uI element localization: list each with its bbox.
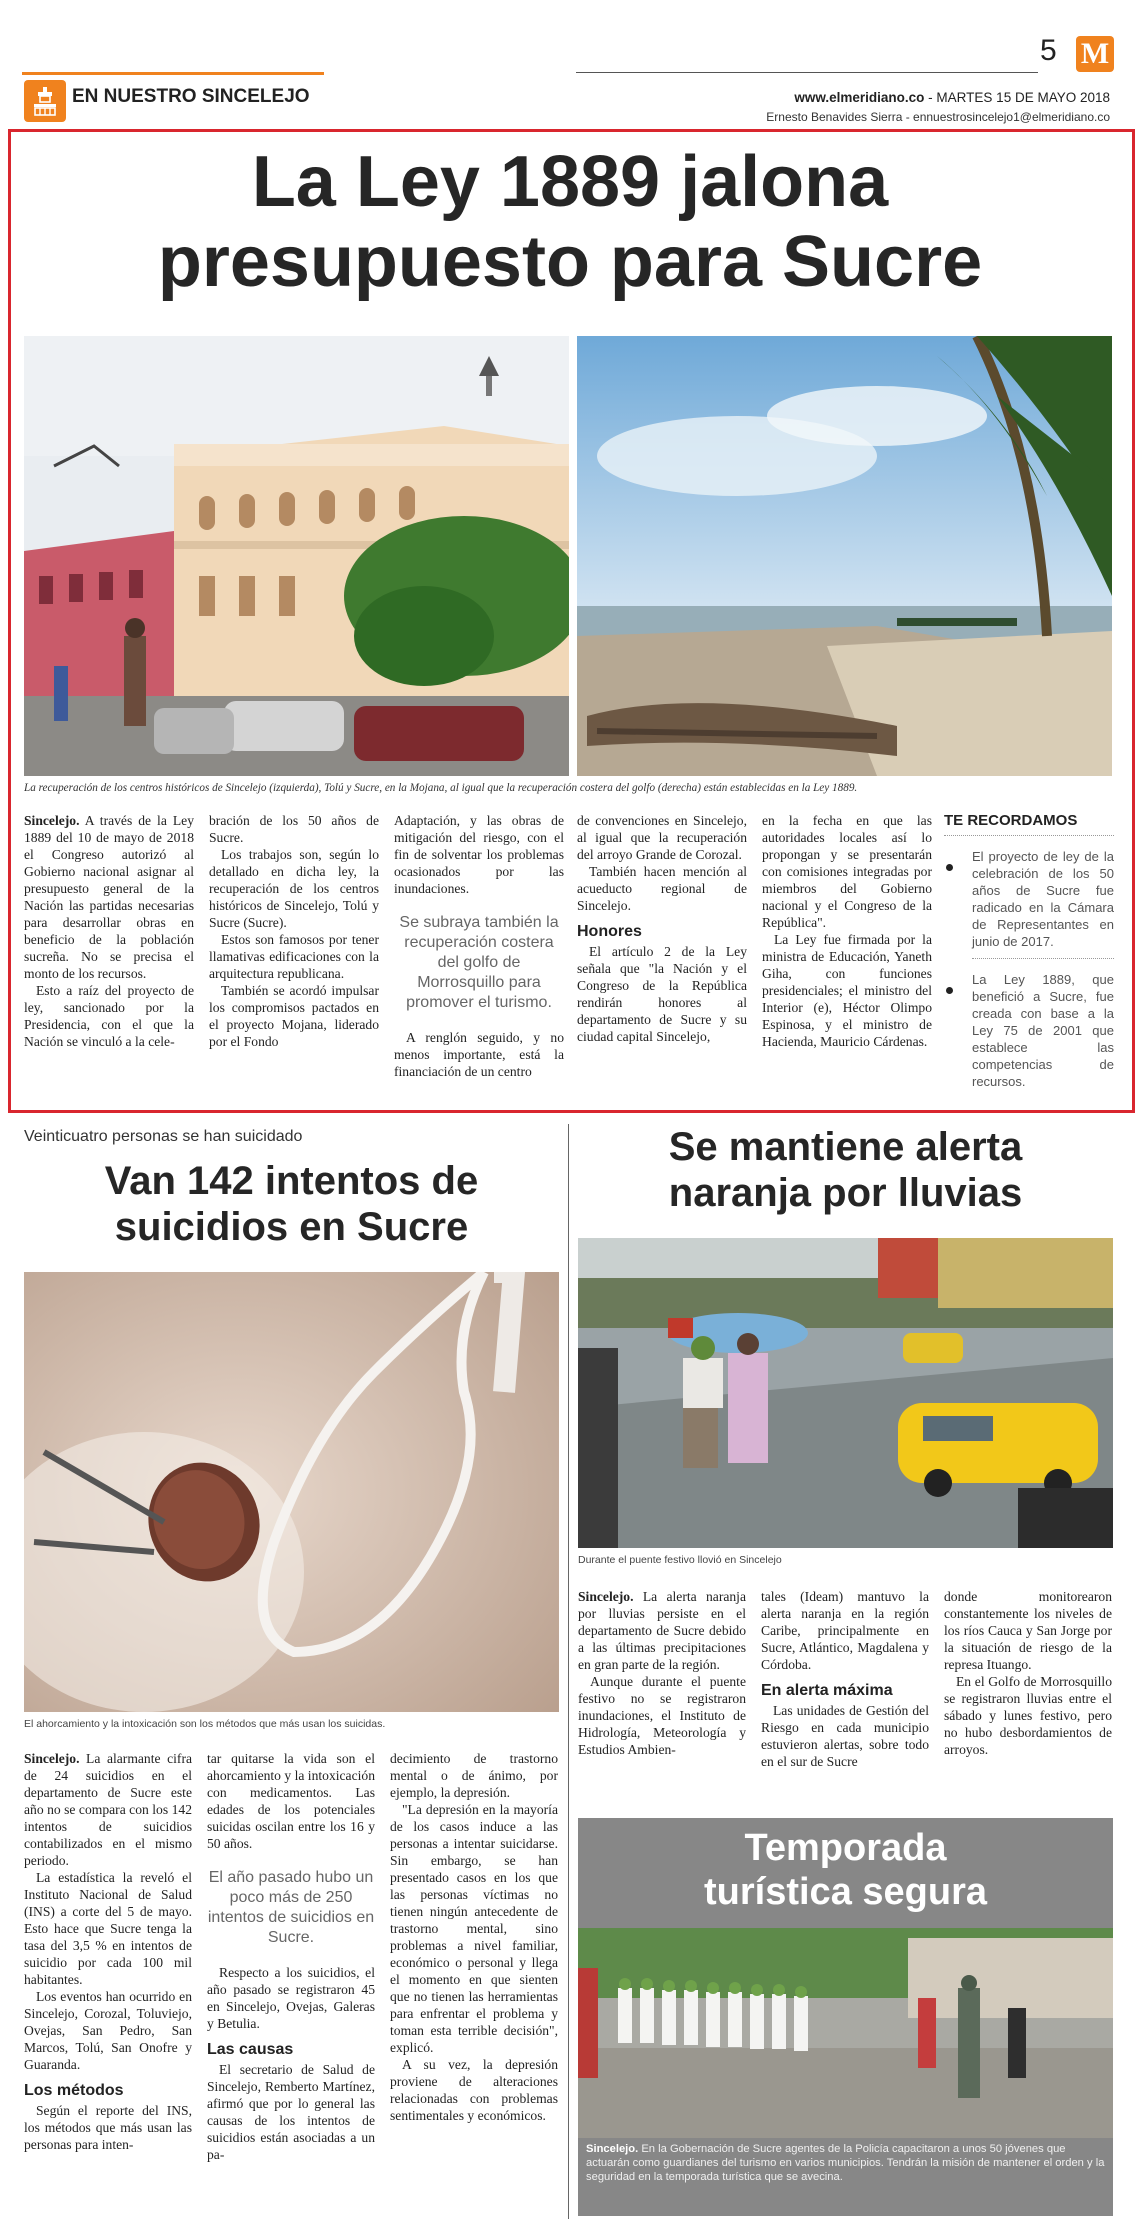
article3-lead: Sincelejo.	[578, 1589, 634, 1604]
article1-col3-p1: Adaptación, y las obras de mitigación del riesgo, con el fin de solventar los problemas ocasionados por las inundaciones.	[394, 813, 564, 896]
article1-photo-caption: La recuperación de los centros históricos de Sincelejo (izquierda), Tolú y Sucre, en la Mojana, al igual que la recuperación costera del golfo (derecha) están establecidas en la Ley 1889.	[24, 782, 858, 794]
article1-pull-quote: Se subraya también la recuperación costera del golfo de Morrosquillo para promover el turismo.	[399, 914, 559, 1011]
meridiano-logo	[1076, 36, 1114, 72]
article1-col5-p1: en la fecha en que las autoridades locales así lo propongan y se presentarán con comisiones integradas por miembros del Gobierno nacional y el Congreso de la República".	[762, 813, 932, 930]
dateline: www.elmeridiano.co - MARTES 15 DE MAYO 2018	[794, 90, 1110, 105]
photo-coastline	[577, 336, 1112, 776]
author-line: Ernesto Benavides Sierra - ennuestrosincelejo1@elmeridiano.co	[766, 110, 1110, 124]
article3-col1	[578, 1588, 746, 1758]
site-url[interactable]: www.elmeridiano.co	[794, 90, 925, 105]
article1-col2-p4: También se acordó impulsar los compromisos pactados en el proyecto Mojana, liderado por el Fondo	[209, 983, 379, 1049]
article3-col1-p2: Aunque durante el puente festivo no se registraron inundaciones, el Instituto de Hidrología, Meteorología y Estudios Ambien-	[578, 1674, 746, 1757]
article4-headline-line2: turística segura	[704, 1871, 987, 1913]
article4-caption-text: En la Gobernación de Sucre agentes de la Policía capacitaron a unos 50 jóvenes que actuarán como guardianes del turismo en varios municipios. Tendrán la misión de mantener el orden y la seguridad en la temporada turística que se avecina.	[586, 2143, 1105, 2183]
article1-col4	[577, 812, 747, 1045]
article3-col3-p2: En el Golfo de Morrosquillo se registraron lluvias entre el sábado y lunes festivo, pero no hubo desbordamientos de arroyos.	[944, 1674, 1112, 1757]
article2-col2	[207, 1750, 375, 2163]
article1-col3-p2: A renglón seguido, y no menos importante, está la financiación de un centro	[394, 1030, 564, 1079]
header-top-rule	[576, 72, 1038, 73]
article1-col4-p2: También hacen mención al acueducto regional de Sincelejo.	[577, 864, 747, 913]
article3-photo-caption: Durante el puente festivo llovió en Sincelejo	[578, 1554, 782, 1566]
article1-subhead-honores: Honores	[577, 923, 642, 940]
article2-col2-p3: El secretario de Salud de Sincelejo, Remberto Martínez, afirmó que por lo general las causas de los intentos de suicidios están asociadas a un pa-	[207, 2062, 375, 2162]
article2-subhead-metodos: Los métodos	[24, 2082, 124, 2099]
article2-lead: Sincelejo.	[24, 1751, 80, 1766]
article1-col2-p1: bración de los 50 años de Sucre.	[209, 813, 379, 845]
article1-lead: Sincelejo.	[24, 813, 80, 828]
article2-kicker: Veinticuatro personas se han suicidado	[24, 1128, 303, 1145]
article1-col4-p1: de convenciones en Sincelejo, al igual que la recuperación del arroyo Grande de Corozal.	[577, 813, 747, 862]
logo-letter: M	[1080, 37, 1110, 70]
photo-historic-center	[24, 336, 569, 776]
article3-subhead-alerta: En alerta máxima	[761, 1682, 893, 1699]
photo-rain-street	[578, 1238, 1113, 1548]
article1-headline-line2: presupuesto para Sucre	[157, 222, 983, 302]
photo-noose	[24, 1272, 559, 1712]
sidebar-te-recordamos	[944, 812, 1114, 1090]
article2-col3-p1: decimiento de trastorno mental o de ánimo, por ejemplo, la depresión.	[390, 1751, 558, 1800]
article3-col3-p1: donde monitorearon constantemente los niveles de los ríos Cauca y San Jorge por la situación de riesgo de la represa Ituango.	[944, 1589, 1112, 1672]
article1-col5-p2: La Ley fue firmada por la ministra de Educación, Yaneth Giha, con funciones presidenciales; el ministro del Interior (e), Héctor Olimpo Espinosa, y el ministro de Hacienda, Mauricio Cárdenas.	[762, 932, 932, 1049]
article2-col2-p2: Respecto a los suicidios, el año pasado se registraron 45 en Sincelejo, Ovejas, Galeras y Betulia.	[207, 1965, 375, 2031]
article1-headline-line1: La Ley 1889 jalona	[251, 142, 889, 222]
bullet-dot-icon	[946, 864, 953, 871]
article1-col3	[394, 812, 564, 1080]
article2-col1-p1: La alarmante cifra de 24 suicidios en el departamento de Sucre este año no se compara con los 142 intentos de suicidios contabilizados en el mismo periodo.	[24, 1751, 192, 1868]
article3-col2	[761, 1588, 929, 1770]
article1-col1	[24, 812, 194, 1050]
article3-col1-p1: La alerta naranja por lluvias persiste en el departamento de Sucre debido a las últimas precipitaciones en gran parte de la región.	[578, 1589, 746, 1672]
vertical-divider	[568, 1124, 569, 2219]
article2-pull-quote: El año pasado hubo un poco más de 250 intentos de suicidios en Sucre.	[207, 1869, 375, 1946]
article3-headline-line1: Se mantiene alerta	[668, 1125, 1023, 1169]
article2-col1-p4: Según el reporte del INS, los métodos que más usan las personas para inten-	[24, 2103, 192, 2152]
article2-col1-p3: Los eventos han ocurrido en Sincelejo, Corozal, Toluviejo, Ovejas, San Pedro, San Marcos, Tolú, San Onofre y Guaranda.	[24, 1989, 192, 2072]
article1-col1-p1: A través de la Ley 1889 del 10 de mayo de 2018 el Congreso autorizó al Gobierno nacional asignar al presupuesto general de la Nación las partidas necesarias para desarrollar obras en beneficio de la población sucreña. No se precisa el monto de los recursos.	[24, 813, 194, 981]
article1-col2	[209, 812, 379, 1050]
article2-photo-caption: El ahorcamiento y la intoxicación son los métodos que más usan los suicidas.	[24, 1718, 386, 1730]
article2-headline	[24, 1158, 559, 1250]
article1-col1-p2: Esto a raíz del proyecto de ley, sancionado por la Presidencia, con el que la Nación se vinculó a la cele-	[24, 983, 194, 1049]
article4-headline-line1: Temporada	[744, 1827, 947, 1869]
article3-col2-p2: Las unidades de Gestión del Riesgo en cada municipio estuvieron alertas, sobre todo en el sur de Sucre	[761, 1703, 929, 1769]
sidebar-item-text: El proyecto de ley de la celebración de los 50 años de Sucre fue radicado en la Cámara de Representantes en junio de 2017.	[972, 849, 1114, 949]
sidebar-item-text: La Ley 1889, que benefició a Sucre, fue creada con base a la Ley 75 de 2001 que establece las competencias de recursos.	[972, 972, 1114, 1089]
sidebar-divider	[972, 958, 1114, 959]
article3-col2-p1: tales (Ideam) mantuvo la alerta naranja en la región Caribe, principalmente en Sucre, Atlántico, Magdalena y Córdoba.	[761, 1589, 929, 1672]
article2-col3-p3: A su vez, la depresión proviene de alteraciones relacionadas con problemas sentimentales y económicos.	[390, 2057, 558, 2123]
article1-col2-p2: Los trabajos son, según lo detallado en dicha ley, la recuperación de los centros históricos de Sincelejo, Tolú y Sucre (Sucre).	[209, 847, 379, 930]
article1-headline	[20, 142, 1120, 302]
article2-headline-line2: suicidios en Sucre	[114, 1205, 469, 1249]
article2-col3-p2: "La depresión en la mayoría de los casos induce a las personas a intentar suicidarse. Sin embargo, se han presentado casos en los que las personas víctimas no tienen ningún antecedente de trastorno mental, sino problemas a nivel familiar, económico o personal y llega el momento en que sienten que no tienen las herramientas para enfrentar el problema y toman esta terrible decisión", explicó.	[390, 1802, 558, 2055]
issue-date: MARTES 15 DE MAYO 2018	[936, 90, 1110, 105]
article2-col3	[390, 1750, 558, 2124]
page-number: 5	[1040, 34, 1057, 67]
article2-col1	[24, 1750, 192, 2153]
article4-caption-lead: Sincelejo.	[586, 2143, 639, 2155]
article2-subhead-causas: Las causas	[207, 2041, 294, 2058]
article3-headline	[578, 1124, 1113, 1216]
section-icon	[24, 80, 66, 122]
article3-col3	[944, 1588, 1112, 1758]
sidebar-item	[944, 971, 1114, 1090]
photo-tourism-police	[578, 1928, 1113, 2138]
sidebar-title: TE RECORDAMOS	[944, 812, 1114, 836]
section-rule	[22, 72, 324, 75]
article3-headline-line2: naranja por lluvias	[668, 1171, 1023, 1215]
article1-col4-p3: El artículo 2 de la Ley señala que "la Nación y el Congreso de la República rendirán honores al departamento de Sucre y su ciudad capital Sincelejo,	[577, 944, 747, 1044]
article4-caption	[586, 2142, 1106, 2184]
article1-col5	[762, 812, 932, 1050]
section-label: EN NUESTRO SINCELEJO	[72, 86, 310, 107]
sidebar-item	[944, 848, 1114, 950]
article1-col2-p3: Estos son famosos por tener llamativas edificaciones con la arquitectura republicana.	[209, 932, 379, 981]
sincelejo-monument-icon	[24, 80, 66, 122]
article2-col2-p1: tar quitarse la vida son el ahorcamiento y la intoxicación con medicamentos. Las edades de los potenciales suicidas oscilan entre los 16 y 50 años.	[207, 1751, 375, 1851]
article2-headline-line1: Van 142 intentos de	[104, 1159, 479, 1203]
article2-col1-p2: La estadística la reveló el Instituto Nacional de Salud (INS) a corte del 5 de mayo. Esto hace que Sucre tenga la tasa del 3,5 % en intentos de suicidio por cada 100 mil habitantes.	[24, 1870, 192, 1987]
article4-headline	[578, 1826, 1113, 1914]
bullet-dot-icon	[946, 987, 953, 994]
